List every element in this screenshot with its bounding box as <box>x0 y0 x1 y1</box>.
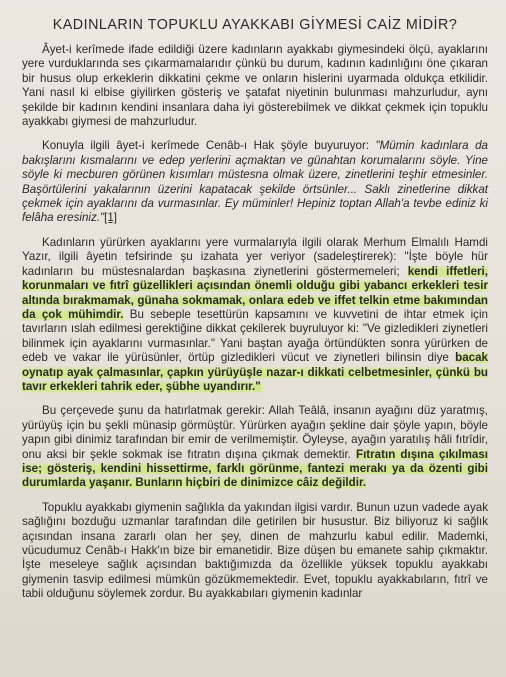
highlight-2: bacak oynatıp ayak çalmasınlar, çapkın yürüyüşle nazar-ı dikkati celbetmesinler, çünkü bu tavır erkekleri tahrik eder, şübhe uyandırır." <box>22 351 488 393</box>
paragraph-4-text-a: Bu çerçevede şunu da hatırlatmak gerekir: Allah Teâlâ, insanın ayağını düz yaratmış, yürüyüş için bu şekli münasip görmüştür. Yürürken ayağın şekline dair şöyle yapın, böyle yapın gibi dinimiz tarafından bir emir de verilmemiştir. Öyleyse, ayağın yaratılış hâli fıtrîdir, onu aksi bir şekle sokmak ise fıtratın dışına çıkmak demektir. <box>22 404 488 461</box>
paragraph-1: Âyet-i kerîmede ifade edildiği üzere kadınların ayakkabı giymesindeki ölçü, ayaklarını yere vurduklarında ses çıkarmamalarıdır çünkü bu durum, kadının kadınlığını öne çıkaran bir husus olup erkeklerin dikkatini çekme ve onların hislerini uyarmada oldukça etkilidir. Yani nasıl ki elbise giyilirken gösteriş ve şatafat niyetinin bulunması mahzurludur, aynı şekilde bir kadının kendini insanlara daha iyi gösterebilmek ve dikkat çekmek için topuklu ayakkabı giymesi de mahzurludur. <box>22 43 488 129</box>
page-title: KADINLARIN TOPUKLU AYAKKABI GİYMESİ CAİZ MİDİR? <box>52 17 458 33</box>
verse-quote: "Mümin kadınlara da bakışlarını kısmalarını ve edep yerlerini açmaktan ve günahtan korumalarını söyle. Yine söyle ki mecburen görünen kısımları müstesna olmak üzere, zinetlerini teşhir etmesinler. Başörtülerini yakalarının üzerini kapatacak şekilde örtsünler... Saklı zinetlerine dikkat çekmek için ayaklarını da vurmasınlar. Ey müminler! Hepiniz toptan Allah'a tevbe ediniz ki felâha eresiniz." <box>22 139 488 225</box>
highlight-1: kendi iffetleri, korunmaları ve fıtrî güzellikleri açısından önemli olduğu gibi yabancı erkekleri tesir altında bırakmamak, günaha sokmamak, onlara edeb ve iffet telkin etme bakımından da çok mühimdir. <box>22 264 488 321</box>
paragraph-3-text-a: Kadınların yürürken ayaklarını yere vurmalarıyla ilgili olarak Merhum Elmalılı Hamdi Yazır, ilgili âyetin tefsirinde şu izahata yer veriyor (sadeleştirerek): "İşte böyle hür kadınların bu müstesnalardan başkasına ziynetlerini göstermemeleri; <box>22 235 488 278</box>
paragraph-5: Topuklu ayakkabı giymenin sağlıkla da yakından ilgisi vardır. Bunun uzun vadede ayak sağlığını bozduğu uzmanlar tarafından dile getirilen bir husustur. Biz biliyoruz ki sağlık açısından insana zararlı olan her şey, dinen de mahzurlu kabul edilir. Mademki, vücudumuz Cenâb-ı Hakk'ın bize bir emanetidir. Bize düşen bu emanete sahip çıkmaktır. İşte meseleye sağlık açısından baktığımızda da özellikle yüksek topuklu ayakkabı giymenin tasvip edilmesi mümkün gözükmemektedir. Evet, topuklu ayakkabıların, fıtrî ve tabii olduğunu söylemek zordur. Bu ayakkabıları giymenin kadınlar <box>22 500 488 601</box>
paragraph-2 <box>22 139 488 225</box>
paragraph-4 <box>22 404 488 490</box>
highlight-3: Fıtratın dışına çıkılması ise; gösteriş, kendini hissettirme, farklı görünme, fantezi merakı ya da özenti gibi durumlarda yaşanır. Bunların hiçbiri de dinimizce câiz değildir. <box>22 447 488 490</box>
paragraph-2-intro: Konuyla ilgili âyet-i kerîmede Cenâb-ı Hak şöyle buyuruyor: <box>42 139 376 153</box>
paragraph-3 <box>22 236 488 394</box>
paragraph-3-text-b: Bu sebeple tesettürün kapsamını ve kuvvetini de ihtar etmek için tavırların ıslah edilmesi gerektiğine dikkat çekilerek buyruluyor ki: "Ve gizledikleri ziynetleri bilinmek için ayaklarını vurmasınlar." Yani baştan ayağa örtündükten sonra yürürken de edeb ve vakar ile yürüsünler, örtüp gizledikleri vücut ve ziynetleri bilinsin diye <box>22 307 488 365</box>
footnote-ref[interactable]: [1] <box>104 211 117 225</box>
